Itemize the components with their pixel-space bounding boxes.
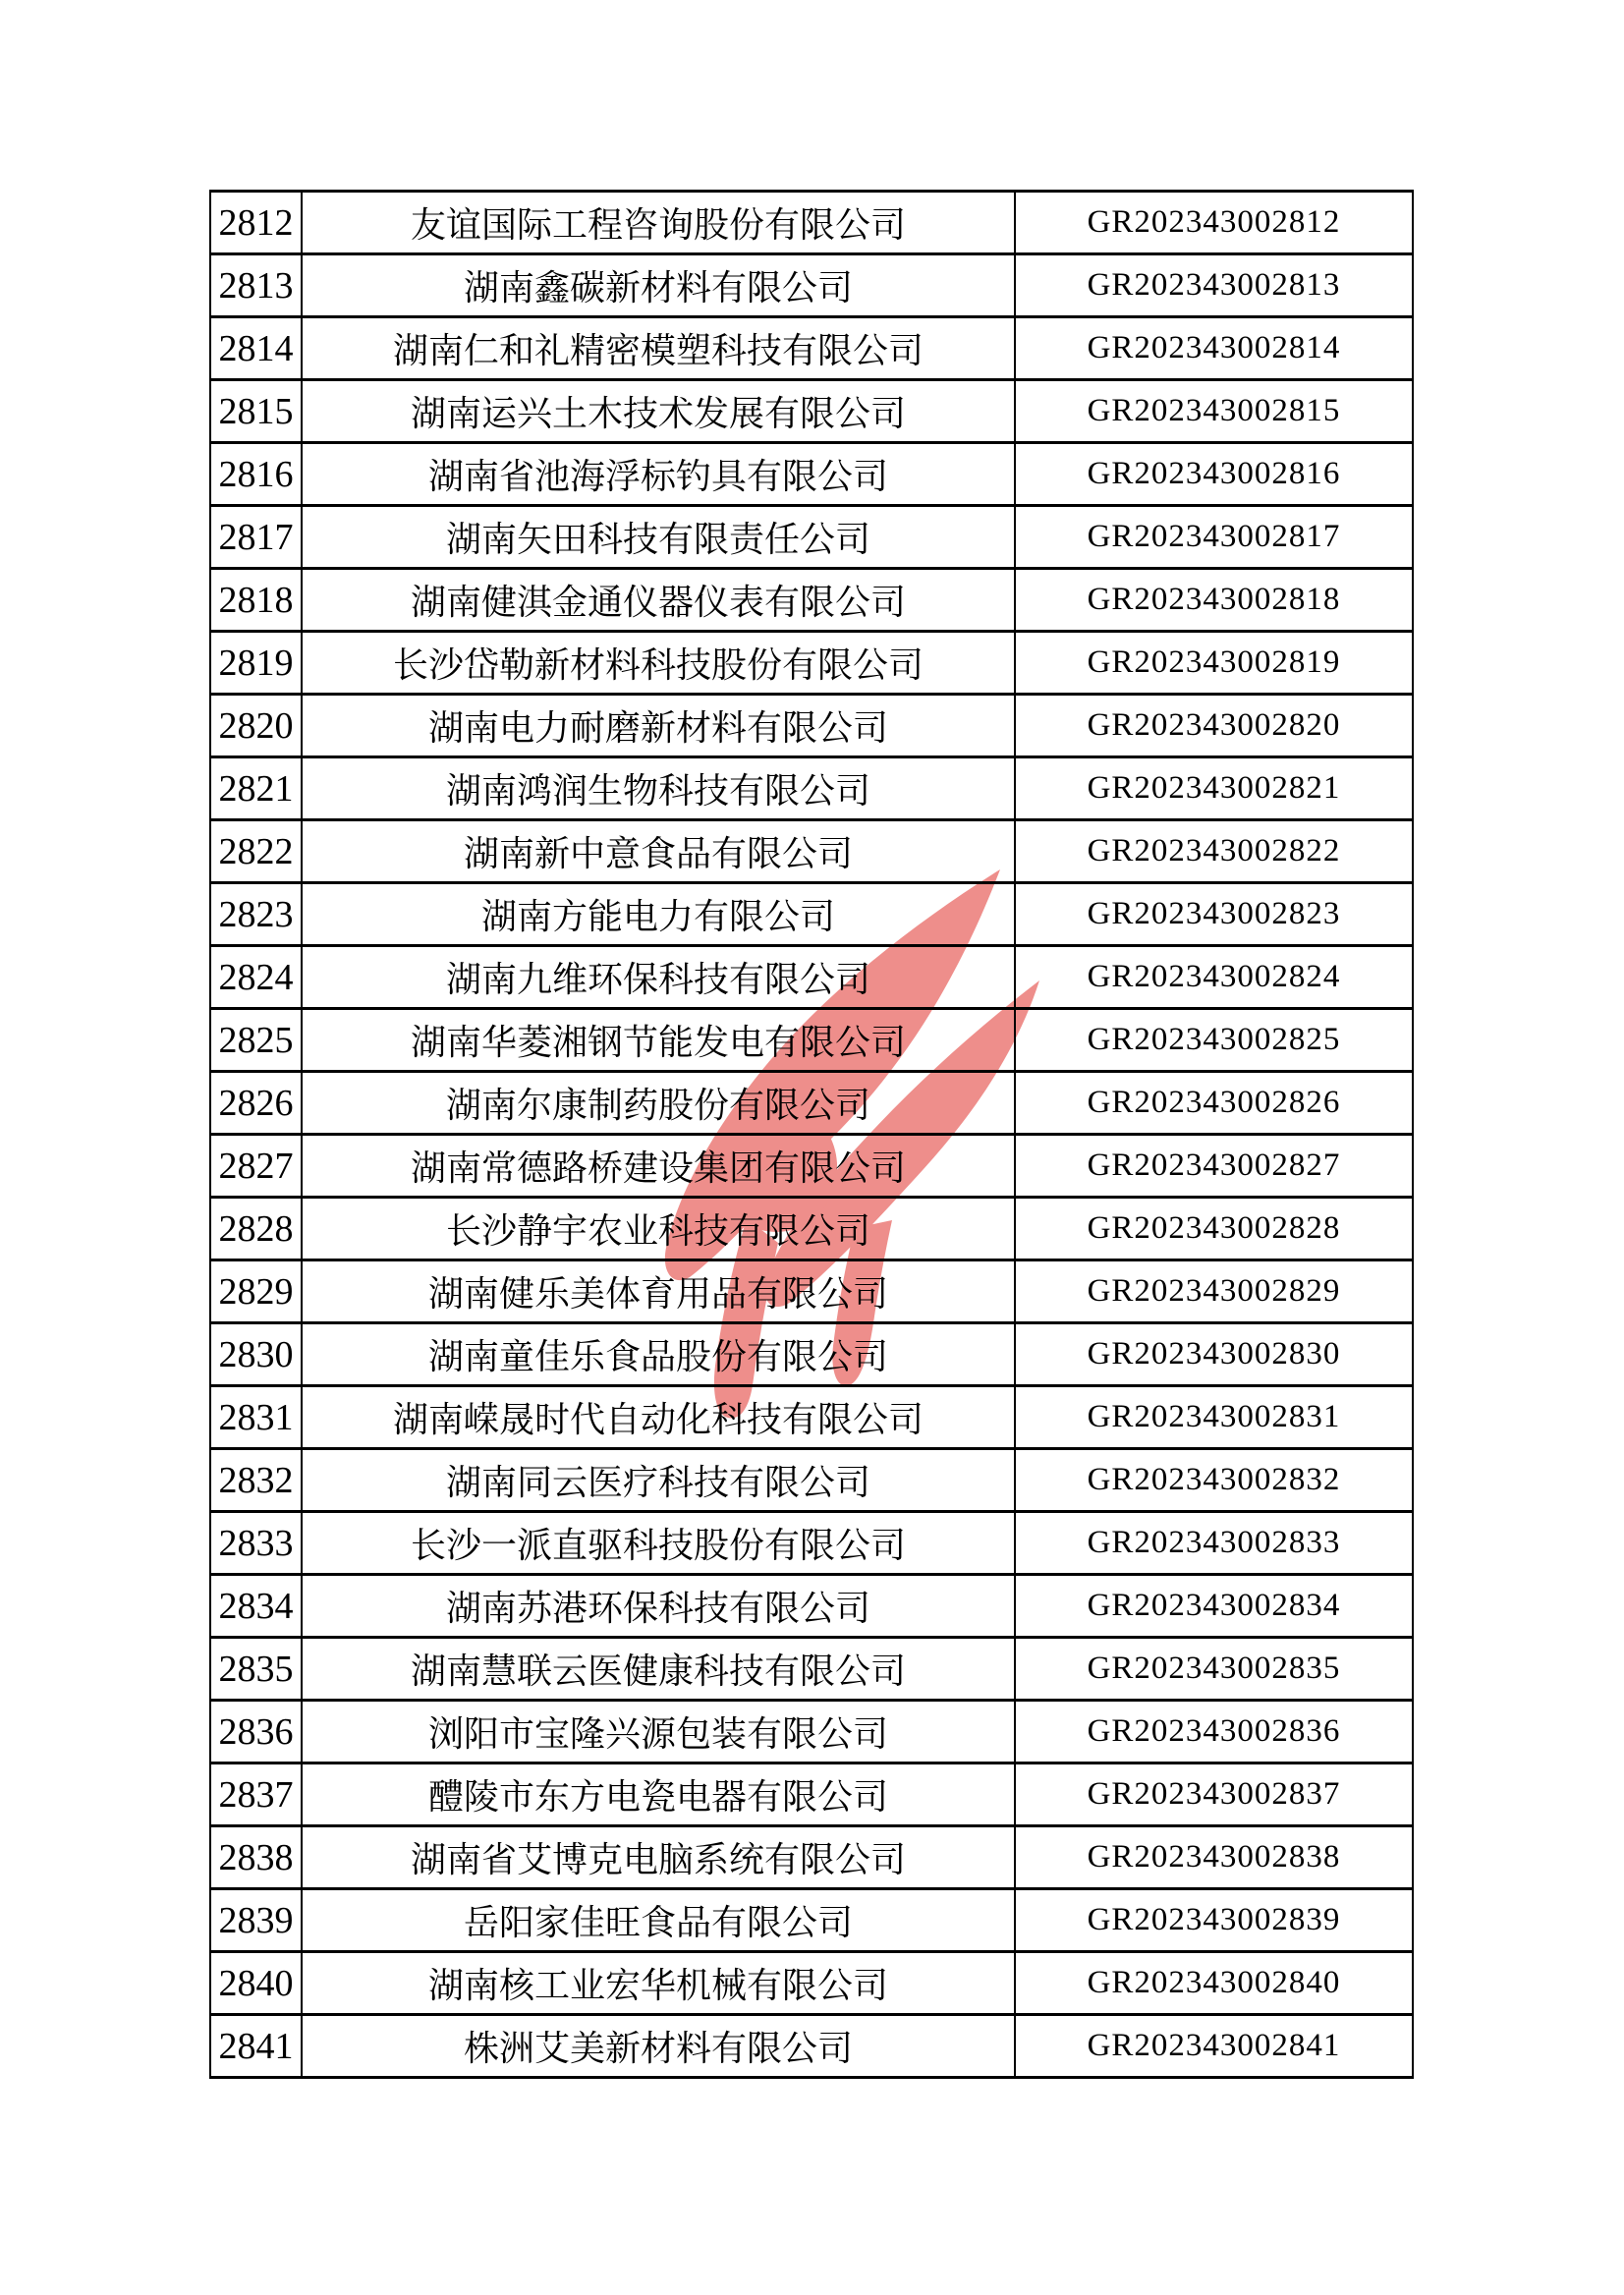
certificate-number-cell: GR202343002825 (1015, 1009, 1413, 1072)
table-row (210, 2015, 1413, 2078)
table-row (210, 1763, 1413, 1826)
certificate-number-cell: GR202343002823 (1015, 883, 1413, 946)
certificate-number-cell: GR202343002815 (1015, 380, 1413, 443)
table-row (210, 192, 1413, 254)
serial-number-cell: 2821 (210, 757, 302, 820)
company-name-cell: 株洲艾美新材料有限公司 (302, 2015, 1015, 2078)
company-name-cell: 湖南方能电力有限公司 (302, 883, 1015, 946)
certificate-table (209, 190, 1414, 2079)
company-name-cell: 湖南核工业宏华机械有限公司 (302, 1952, 1015, 2015)
certificate-number-cell: GR202343002816 (1015, 443, 1413, 506)
table-row (210, 757, 1413, 820)
certificate-number-cell: GR202343002820 (1015, 695, 1413, 757)
serial-number-cell: 2816 (210, 443, 302, 506)
company-name-cell: 湖南苏港环保科技有限公司 (302, 1575, 1015, 1638)
certificate-table-body (210, 192, 1413, 2078)
certificate-number-cell: GR202343002822 (1015, 820, 1413, 883)
serial-number-cell: 2817 (210, 506, 302, 569)
certificate-number-cell: GR202343002836 (1015, 1701, 1413, 1763)
serial-number-cell: 2822 (210, 820, 302, 883)
company-name-cell: 湖南童佳乐食品股份有限公司 (302, 1323, 1015, 1386)
company-name-cell: 湖南尔康制药股份有限公司 (302, 1072, 1015, 1135)
serial-number-cell: 2826 (210, 1072, 302, 1135)
company-name-cell: 长沙岱勒新材料科技股份有限公司 (302, 632, 1015, 695)
table-row (210, 569, 1413, 632)
company-name-cell: 长沙一派直驱科技股份有限公司 (302, 1512, 1015, 1575)
serial-number-cell: 2829 (210, 1260, 302, 1323)
company-name-cell: 湖南鑫碳新材料有限公司 (302, 254, 1015, 317)
table-row (210, 1072, 1413, 1135)
table-row (210, 254, 1413, 317)
serial-number-cell: 2824 (210, 946, 302, 1009)
serial-number-cell: 2812 (210, 192, 302, 254)
table-row (210, 1638, 1413, 1701)
certificate-number-cell: GR202343002831 (1015, 1386, 1413, 1449)
table-row (210, 1135, 1413, 1198)
table-row (210, 1701, 1413, 1763)
company-name-cell: 湖南矢田科技有限责任公司 (302, 506, 1015, 569)
certificate-number-cell: GR202343002840 (1015, 1952, 1413, 2015)
serial-number-cell: 2828 (210, 1198, 302, 1260)
certificate-number-cell: GR202343002814 (1015, 317, 1413, 380)
table-row (210, 1952, 1413, 2015)
table-row (210, 1449, 1413, 1512)
table-row (210, 1198, 1413, 1260)
table-row (210, 1386, 1413, 1449)
company-name-cell: 友谊国际工程咨询股份有限公司 (302, 192, 1015, 254)
certificate-number-cell: GR202343002832 (1015, 1449, 1413, 1512)
certificate-number-cell: GR202343002813 (1015, 254, 1413, 317)
company-name-cell: 湖南慧联云医健康科技有限公司 (302, 1638, 1015, 1701)
company-name-cell: 湖南九维环保科技有限公司 (302, 946, 1015, 1009)
table-row (210, 883, 1413, 946)
certificate-number-cell: GR202343002833 (1015, 1512, 1413, 1575)
company-name-cell: 湖南健乐美体育用品有限公司 (302, 1260, 1015, 1323)
serial-number-cell: 2818 (210, 569, 302, 632)
serial-number-cell: 2823 (210, 883, 302, 946)
certificate-number-cell: GR202343002828 (1015, 1198, 1413, 1260)
serial-number-cell: 2835 (210, 1638, 302, 1701)
company-name-cell: 湖南健淇金通仪器仪表有限公司 (302, 569, 1015, 632)
table-row (210, 1575, 1413, 1638)
certificate-number-cell: GR202343002818 (1015, 569, 1413, 632)
certificate-number-cell: GR202343002817 (1015, 506, 1413, 569)
certificate-number-cell: GR202343002830 (1015, 1323, 1413, 1386)
serial-number-cell: 2820 (210, 695, 302, 757)
company-name-cell: 湖南电力耐磨新材料有限公司 (302, 695, 1015, 757)
certificate-number-cell: GR202343002837 (1015, 1763, 1413, 1826)
certificate-number-cell: GR202343002821 (1015, 757, 1413, 820)
certificate-number-cell: GR202343002841 (1015, 2015, 1413, 2078)
table-row (210, 1260, 1413, 1323)
table-row (210, 946, 1413, 1009)
serial-number-cell: 2839 (210, 1889, 302, 1952)
serial-number-cell: 2814 (210, 317, 302, 380)
serial-number-cell: 2834 (210, 1575, 302, 1638)
table-row (210, 632, 1413, 695)
certificate-number-cell: GR202343002826 (1015, 1072, 1413, 1135)
certificate-number-cell: GR202343002829 (1015, 1260, 1413, 1323)
certificate-number-cell: GR202343002824 (1015, 946, 1413, 1009)
company-name-cell: 醴陵市东方电瓷电器有限公司 (302, 1763, 1015, 1826)
serial-number-cell: 2838 (210, 1826, 302, 1889)
serial-number-cell: 2841 (210, 2015, 302, 2078)
table-row (210, 1826, 1413, 1889)
serial-number-cell: 2831 (210, 1386, 302, 1449)
serial-number-cell: 2832 (210, 1449, 302, 1512)
company-name-cell: 湖南新中意食品有限公司 (302, 820, 1015, 883)
table-row (210, 820, 1413, 883)
company-name-cell: 湖南仁和礼精密模塑科技有限公司 (302, 317, 1015, 380)
certificate-number-cell: GR202343002835 (1015, 1638, 1413, 1701)
table-row (210, 380, 1413, 443)
serial-number-cell: 2833 (210, 1512, 302, 1575)
company-name-cell: 湖南常德路桥建设集团有限公司 (302, 1135, 1015, 1198)
certificate-number-cell: GR202343002812 (1015, 192, 1413, 254)
serial-number-cell: 2837 (210, 1763, 302, 1826)
serial-number-cell: 2825 (210, 1009, 302, 1072)
company-name-cell: 湖南嵘晟时代自动化科技有限公司 (302, 1386, 1015, 1449)
serial-number-cell: 2836 (210, 1701, 302, 1763)
serial-number-cell: 2819 (210, 632, 302, 695)
certificate-number-cell: GR202343002834 (1015, 1575, 1413, 1638)
table-row (210, 317, 1413, 380)
table-row (210, 1889, 1413, 1952)
company-name-cell: 湖南鸿润生物科技有限公司 (302, 757, 1015, 820)
table-row (210, 1323, 1413, 1386)
company-name-cell: 湖南运兴土木技术发展有限公司 (302, 380, 1015, 443)
company-name-cell: 长沙静宇农业科技有限公司 (302, 1198, 1015, 1260)
serial-number-cell: 2827 (210, 1135, 302, 1198)
serial-number-cell: 2815 (210, 380, 302, 443)
serial-number-cell: 2840 (210, 1952, 302, 2015)
company-name-cell: 浏阳市宝隆兴源包装有限公司 (302, 1701, 1015, 1763)
certificate-number-cell: GR202343002839 (1015, 1889, 1413, 1952)
serial-number-cell: 2813 (210, 254, 302, 317)
certificate-number-cell: GR202343002838 (1015, 1826, 1413, 1889)
company-name-cell: 岳阳家佳旺食品有限公司 (302, 1889, 1015, 1952)
table-row (210, 1512, 1413, 1575)
company-name-cell: 湖南省艾博克电脑系统有限公司 (302, 1826, 1015, 1889)
serial-number-cell: 2830 (210, 1323, 302, 1386)
certificate-number-cell: GR202343002827 (1015, 1135, 1413, 1198)
company-name-cell: 湖南华菱湘钢节能发电有限公司 (302, 1009, 1015, 1072)
table-row (210, 695, 1413, 757)
company-name-cell: 湖南同云医疗科技有限公司 (302, 1449, 1015, 1512)
table-row (210, 1009, 1413, 1072)
table-row (210, 506, 1413, 569)
certificate-number-cell: GR202343002819 (1015, 632, 1413, 695)
table-row (210, 443, 1413, 506)
company-name-cell: 湖南省池海浮标钓具有限公司 (302, 443, 1015, 506)
